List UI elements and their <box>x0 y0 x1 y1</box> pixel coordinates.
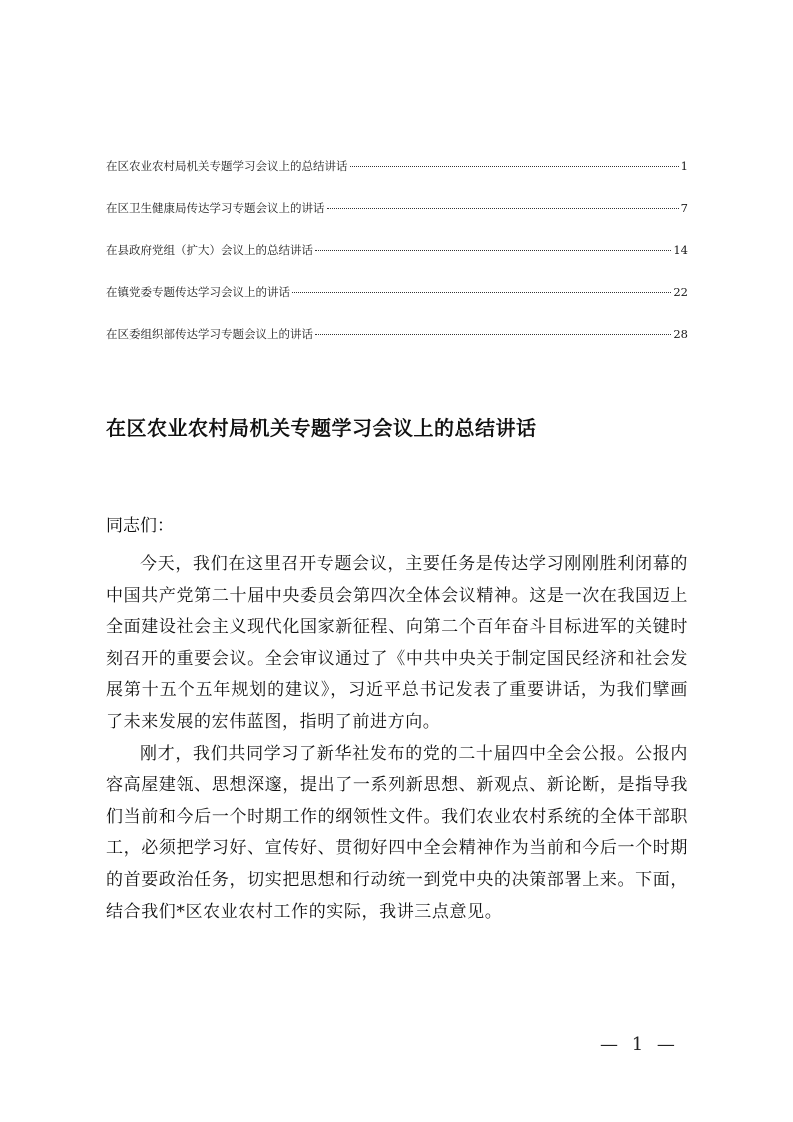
toc-entry[interactable] <box>106 242 688 284</box>
salutation: 同志们： <box>106 516 174 536</box>
toc-entry-page: 1 <box>680 159 688 173</box>
toc-entry[interactable] <box>106 326 688 368</box>
toc-entry[interactable] <box>106 284 688 326</box>
article-title: 在区农业农村局机关专题学习会议上的总结讲话 <box>106 416 537 440</box>
toc-leader-dots <box>350 166 679 167</box>
article-body <box>106 549 688 928</box>
toc-entry-page: 28 <box>673 327 688 341</box>
body-paragraph: 今天，我们在这里召开专题会议，主要任务是传达学习刚刚胜利闭幕的中国共产党第二十届中央委员会第四次全体会议精神。这是一次在我国迈上全面建设社会主义现代化国家新征程、向第二个百年奋斗目标进军的关键时刻召开的重要会议。全会审议通过了《中共中央关于制定国民经济和社会发展第十五个五年规划的建议》，习近平总书记发表了重要讲话，为我们擘画了未来发展的宏伟蓝图，指明了前进方向。 <box>106 554 688 732</box>
toc-entry-title: 在县政府党组（扩大）会议上的总结讲话 <box>106 243 313 257</box>
toc-entry[interactable] <box>106 158 688 200</box>
toc-entry-title: 在区农业农村局机关专题学习会议上的总结讲话 <box>106 159 348 173</box>
toc-entry-page: 22 <box>673 285 688 299</box>
toc-entry-title: 在区卫生健康局传达学习专题会议上的讲话 <box>106 201 325 215</box>
toc-entry-page: 7 <box>680 201 688 215</box>
toc-leader-dots <box>292 292 671 293</box>
toc-leader-dots <box>315 250 671 251</box>
toc-entry-page: 14 <box>673 243 688 257</box>
toc-entry-title: 在区委组织部传达学习专题会议上的讲话 <box>106 327 313 341</box>
toc-leader-dots <box>315 334 671 335</box>
page-number: — 1 — <box>600 1034 679 1055</box>
table-of-contents <box>106 158 688 368</box>
toc-entry-title: 在镇党委专题传达学习会议上的讲话 <box>106 285 290 299</box>
toc-leader-dots <box>327 208 679 209</box>
toc-entry[interactable] <box>106 200 688 242</box>
body-paragraph: 刚才，我们共同学习了新华社发布的党的二十届四中全会公报。公报内容高屋建瓴、思想深邃，提出了一系列新思想、新观点、新论断，是指导我们当前和今后一个时期工作的纲领性文件。我们农业农村系统的全体干部职工，必须把学习好、宣传好、贯彻好四中全会精神作为当前和今后一个时期的首要政治任务，切实把思想和行动统一到党中央的决策部署上来。下面，结合我们*区农业农村工作的实际，我讲三点意见。 <box>106 743 688 922</box>
